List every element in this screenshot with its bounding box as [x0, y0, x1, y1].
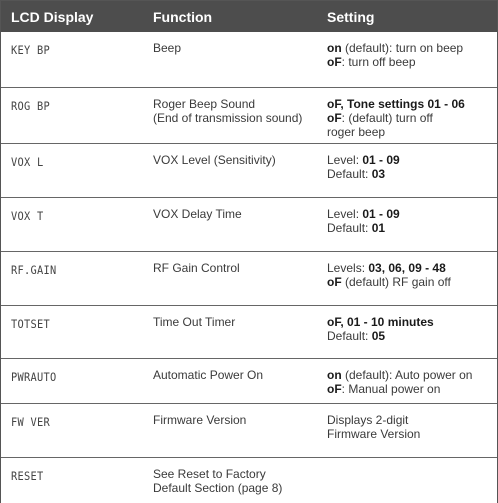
setting-line — [327, 167, 400, 181]
setting-line — [327, 315, 434, 329]
function-text — [153, 41, 181, 55]
lcd-display-code: FW VER — [11, 415, 51, 429]
setting-text — [327, 207, 400, 235]
setting-line — [327, 261, 451, 275]
setting-value-bold: oF — [327, 382, 342, 396]
header-setting: Setting — [327, 9, 375, 25]
header-function: Function — [153, 9, 213, 25]
setting-line — [327, 275, 451, 289]
lcd-display-code: PWRAUTO — [11, 370, 57, 384]
table-row — [1, 32, 497, 87]
setting-value-bold: oF, Tone settings 01 - 06 — [327, 97, 465, 111]
setting-value-bold: 03, 06, 09 - 48 — [368, 261, 446, 275]
function-text — [153, 261, 240, 275]
setting-value: Default: — [327, 221, 372, 235]
setting-text — [327, 413, 420, 441]
function-text — [153, 413, 246, 427]
setting-value-bold: 03 — [371, 167, 386, 181]
setting-text — [327, 315, 434, 343]
function-text — [153, 97, 302, 125]
table-row — [1, 87, 497, 144]
function-line: Beep — [153, 41, 182, 55]
setting-value-bold: 01 - 09 — [362, 207, 400, 221]
lcd-display-code: RF.GAIN — [11, 263, 57, 277]
function-text — [153, 153, 276, 167]
setting-value: (default) RF gain off — [341, 275, 451, 289]
function-text — [153, 467, 282, 495]
lcd-display-code: VOX T — [11, 209, 44, 223]
table-row — [1, 457, 497, 503]
setting-value: Level: — [327, 207, 363, 221]
setting-value-bold: oF — [327, 111, 342, 125]
setting-value: Level: — [327, 153, 363, 167]
function-text — [153, 368, 263, 382]
table-row — [1, 197, 497, 252]
setting-value: (default): Auto power on — [341, 368, 473, 382]
function-line: See Reset to Factory — [153, 467, 266, 481]
function-line: Roger Beep Sound — [153, 97, 256, 111]
setting-text — [327, 97, 465, 139]
setting-line — [327, 97, 465, 111]
function-text — [153, 315, 235, 329]
setting-line — [327, 125, 465, 139]
setting-text — [327, 153, 400, 181]
table-row — [1, 358, 497, 404]
setting-value: Default: — [327, 329, 372, 343]
setting-text — [327, 261, 451, 289]
setting-line — [327, 41, 463, 55]
lcd-display-code: RESET — [11, 469, 44, 483]
table-row — [1, 143, 497, 198]
setting-value: Firmware Version — [327, 427, 421, 441]
setting-value: (default): turn on beep — [341, 41, 464, 55]
setting-value-bold: oF, 01 - 10 minutes — [327, 315, 434, 329]
function-line: Automatic Power On — [153, 368, 264, 382]
setting-line — [327, 207, 400, 221]
setting-line — [327, 427, 420, 441]
setting-line — [327, 382, 472, 396]
setting-line — [327, 329, 434, 343]
lcd-display-code: ROG BP — [11, 99, 51, 113]
setting-value-bold: oF — [327, 275, 342, 289]
function-line: Time Out Timer — [153, 315, 236, 329]
setting-value-bold: oF — [327, 55, 342, 69]
function-line: Default Section (page 8) — [153, 481, 283, 495]
function-line: Firmware Version — [153, 413, 247, 427]
setting-value-bold: 01 - 09 — [362, 153, 400, 167]
setting-text — [327, 41, 463, 69]
lcd-display-code: VOX L — [11, 155, 44, 169]
setting-line — [327, 153, 400, 167]
lcd-display-code: KEY BP — [11, 43, 51, 57]
setting-value-bold: 05 — [371, 329, 386, 343]
setting-value-bold: on — [327, 368, 342, 382]
setting-value: Displays 2-digit — [327, 413, 409, 427]
table-row — [1, 305, 497, 359]
function-line: RF Gain Control — [153, 261, 240, 275]
setting-line — [327, 413, 420, 427]
function-line: (End of transmission sound) — [153, 111, 303, 125]
setting-line — [327, 111, 465, 125]
function-line: VOX Delay Time — [153, 207, 242, 221]
function-text — [153, 207, 242, 221]
setting-line — [327, 55, 463, 69]
setting-value: Default: — [327, 167, 372, 181]
setting-value-bold: 01 — [371, 221, 386, 235]
table-row — [1, 403, 497, 458]
lcd-display-code: TOTSET — [11, 317, 51, 331]
setting-value: : (default) turn off — [341, 111, 433, 125]
setting-value: : turn off beep — [341, 55, 416, 69]
setting-value: : Manual power on — [341, 382, 441, 396]
table-header — [1, 1, 497, 32]
setting-value: roger beep — [327, 125, 386, 139]
function-line: VOX Level (Sensitivity) — [153, 153, 276, 167]
setting-line — [327, 368, 472, 382]
setting-value-bold: on — [327, 41, 342, 55]
setting-value: Levels: — [327, 261, 369, 275]
header-lcd-display: LCD Display — [11, 9, 94, 25]
setting-text — [327, 368, 472, 396]
setting-line — [327, 221, 400, 235]
table-row — [1, 251, 497, 306]
